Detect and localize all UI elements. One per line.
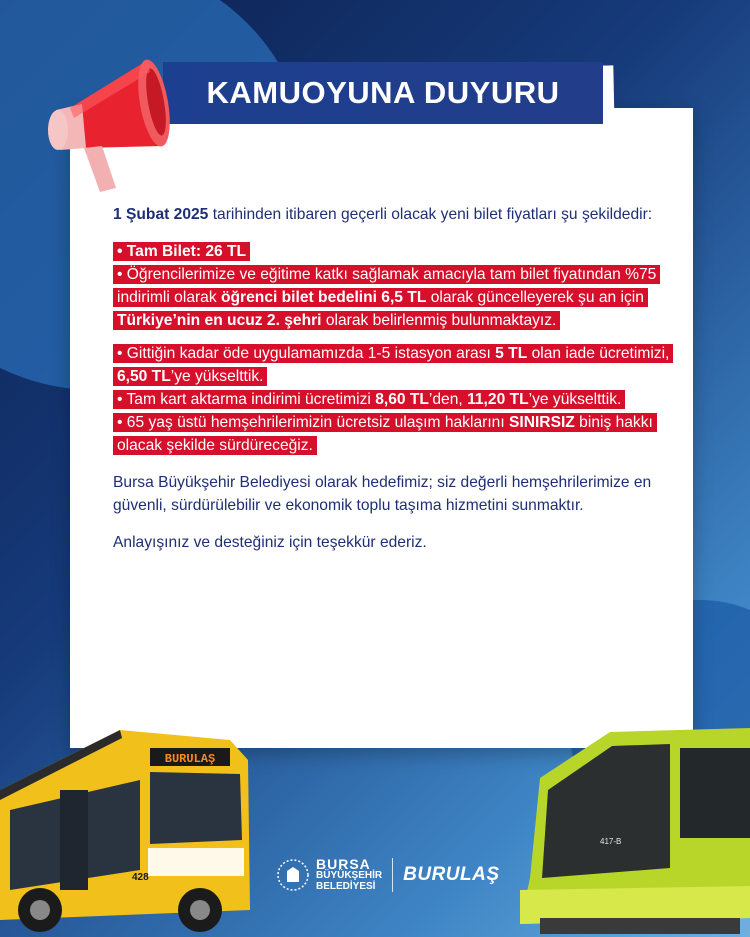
footer-divider bbox=[392, 858, 393, 892]
gittigin-text-b: 5 TL bbox=[495, 345, 528, 362]
ogrenci-text-e: olarak belirlenmiş bulunmaktayız. bbox=[321, 312, 557, 329]
gittigin-text-d: 6,50 TL bbox=[117, 368, 171, 385]
ogrenci-text-a: • Öğrencilerimize ve eğitime katkı sağlamak amacıyla tam bilet fiyatından %75 indirimli olarak bbox=[117, 266, 657, 306]
ogrenci-text-b: öğrenci bilet bedelini 6,5 TL bbox=[221, 289, 427, 306]
yas-text-c: biniş hakkı olacak şekilde sürdüreceğiz. bbox=[117, 414, 653, 454]
tram-number: 417-B bbox=[600, 837, 622, 846]
gittigin-text-e: ’ye yükselttik. bbox=[170, 368, 264, 385]
aktarma-text-b: 8,60 TL bbox=[375, 391, 429, 408]
gittigin-text-a: • Gittiğin kadar öde uygulamamızda 1-5 istasyon arası bbox=[117, 345, 496, 362]
tam-bilet-text: • Tam Bilet: 26 TL bbox=[117, 243, 247, 260]
goal-paragraph: Bursa Büyükşehir Belediyesi olarak hedefimiz; siz değerli hemşehrilerimize en güvenli, sürdürülebilir ve ekonomik toplu taşıma hizmetini sunmaktır. bbox=[113, 474, 652, 514]
bbb-line2: BÜYÜKŞEHİR bbox=[316, 869, 383, 881]
aktarma-text-d: 11,20 TL bbox=[467, 391, 529, 408]
yas-text-b: SINIRSIZ bbox=[508, 414, 575, 431]
footer-logos bbox=[276, 852, 500, 898]
ogrenci-text-d: Türkiye’nin en ucuz 2. şehri bbox=[117, 312, 322, 329]
list-item-tam-bilet bbox=[113, 240, 673, 263]
list-item-aktarma bbox=[113, 388, 673, 411]
bbb-logo bbox=[276, 855, 383, 892]
list-item-65-yas bbox=[113, 411, 673, 457]
bbb-emblem-icon bbox=[276, 858, 310, 892]
bbb-line1: BURSA bbox=[316, 855, 371, 872]
ogrenci-text-c: olarak güncelleyerek şu an için bbox=[426, 289, 644, 306]
aktarma-text-a: • Tam kart aktarma indirimi ücretimizi bbox=[117, 391, 376, 408]
yas-text-a: • 65 yaş üstü hemşehrilerimizin ücretsiz ulaşım haklarını bbox=[117, 414, 509, 431]
bus-image bbox=[0, 720, 250, 937]
bus-destination-sign: BURULAŞ bbox=[164, 752, 216, 766]
intro-rest: tarihinden itibaren geçerli olacak yeni bilet fiyatları şu şekildedir: bbox=[208, 206, 653, 223]
burulas-logo: BURULAŞ bbox=[403, 864, 500, 885]
megaphone-icon bbox=[30, 38, 190, 198]
page-title: KAMUOYUNA DUYURU bbox=[163, 62, 603, 124]
aktarma-text-e: ’ye yükselttik. bbox=[528, 391, 622, 408]
thanks-paragraph: Anlayışınız ve desteğiniz için teşekkür ederiz. bbox=[113, 534, 427, 551]
gittigin-text-c: olan iade ücretimizi, bbox=[527, 345, 670, 362]
effective-date: 1 Şubat 2025 bbox=[113, 206, 209, 223]
list-item-ogrenci bbox=[113, 263, 673, 332]
list-item-gittigin bbox=[113, 342, 673, 388]
tram-image bbox=[520, 718, 750, 937]
announcement-content bbox=[113, 203, 673, 554]
bus-number: 428 bbox=[132, 872, 149, 883]
bbb-line3: BELEDİYESİ bbox=[316, 880, 376, 892]
intro-text bbox=[113, 203, 673, 226]
aktarma-text-c: ’den, bbox=[428, 391, 468, 408]
bbb-name bbox=[316, 855, 383, 892]
